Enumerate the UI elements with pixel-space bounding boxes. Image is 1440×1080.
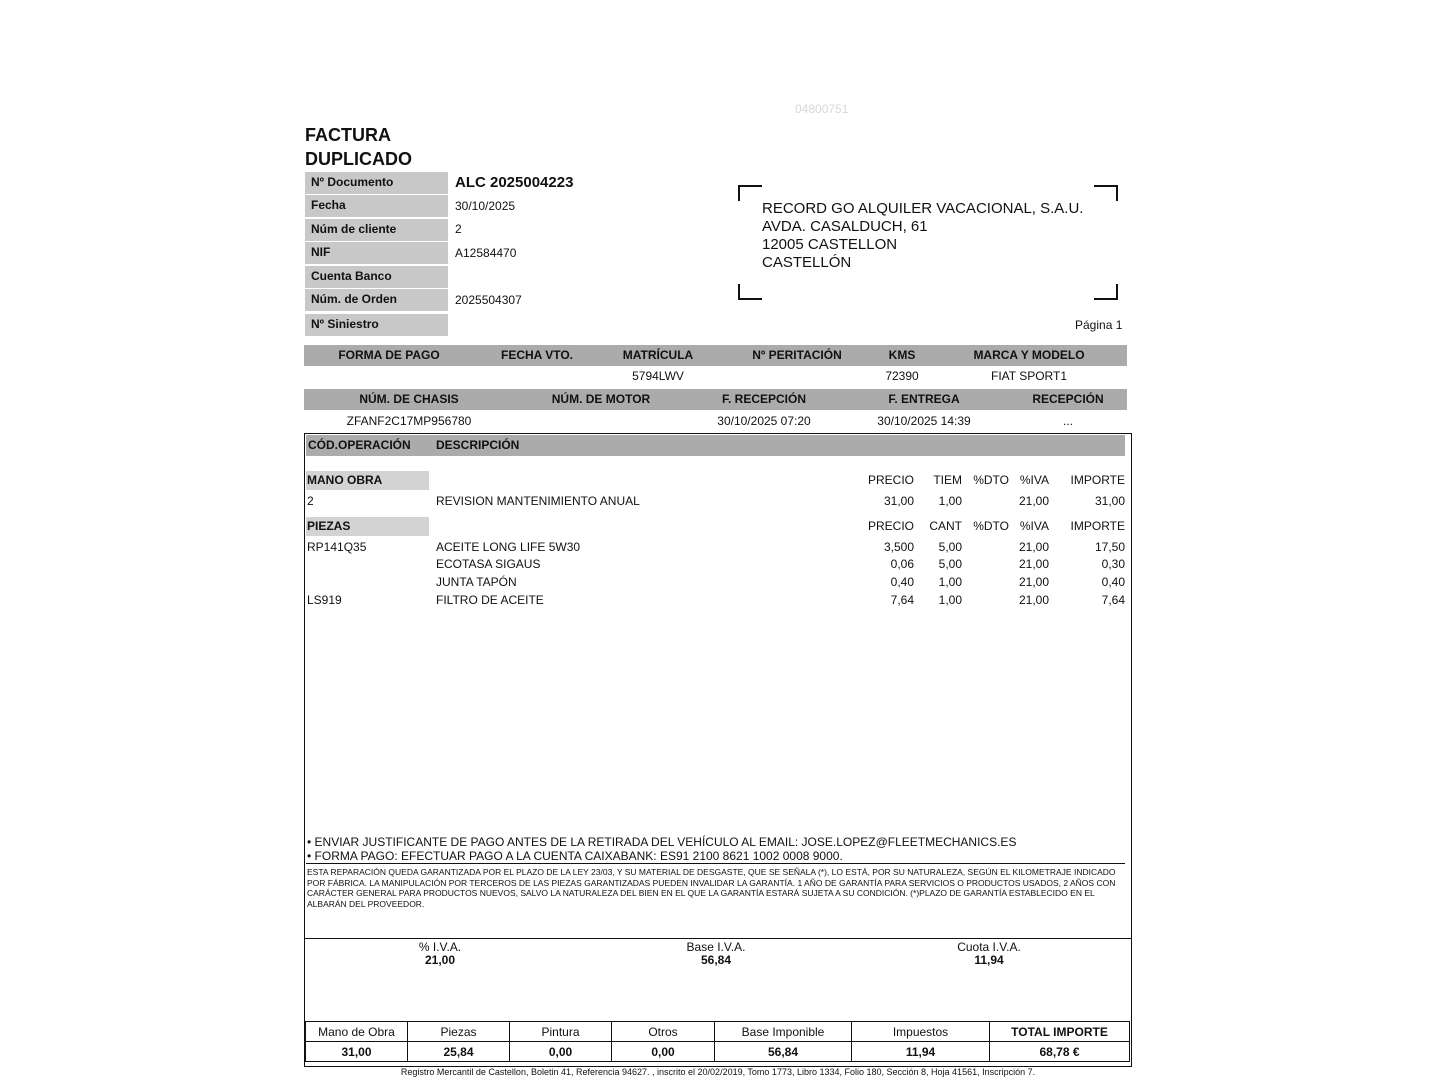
operations-header bbox=[306, 435, 1125, 456]
col-operation-code: CÓD.OPERACIÓN bbox=[308, 438, 411, 452]
registry-footer: Registro Mercantil de Castellon, Boletin 41, Referencia 94627. , inscrito el 20/02/2019, Tomo 1773, Libro 1334, Folio 180, Sección 8, Hoja 41561, Inscripción 7. bbox=[400, 1067, 1036, 1077]
vat-base-value: 56,84 bbox=[700, 953, 732, 967]
order-number-value: 2025504307 bbox=[455, 293, 522, 307]
labor-col-vat: %IVA bbox=[1019, 473, 1049, 487]
part-row-amount: 0,30 bbox=[1101, 557, 1125, 571]
total-value-taxes: 11,94 bbox=[852, 1042, 990, 1062]
labor-col-price: PRECIO bbox=[867, 473, 914, 487]
label-order-number: Núm. de Orden bbox=[305, 289, 448, 311]
vat-rate-label: % I.V.A. bbox=[418, 940, 462, 954]
client-address bbox=[762, 200, 1083, 272]
labor-row-time: 1,00 bbox=[938, 494, 962, 508]
vat-divider bbox=[304, 938, 1132, 939]
labor-col-time: TIEM bbox=[933, 473, 962, 487]
vehicle-detail-band bbox=[304, 389, 1127, 410]
duplicate-label: DUPLICADO bbox=[305, 149, 412, 169]
label-client-number: Núm de cliente bbox=[305, 219, 448, 241]
total-value-parts: 25,84 bbox=[408, 1042, 510, 1062]
part-row-price: 0,40 bbox=[890, 575, 914, 589]
part-row-amount: 7,64 bbox=[1101, 593, 1125, 607]
part-row-amount: 0,40 bbox=[1101, 575, 1125, 589]
labor-row-price: 31,00 bbox=[883, 494, 914, 508]
part-row-description: ECOTASA SIGAUS bbox=[436, 557, 541, 571]
labor-row-amount: 31,00 bbox=[1094, 494, 1125, 508]
labor-row-description: REVISION MANTENIMIENTO ANUAL bbox=[436, 494, 640, 508]
total-label-labor: Mano de Obra bbox=[306, 1022, 408, 1042]
col-due-date: FECHA VTO. bbox=[500, 348, 573, 362]
address-line: AVDA. CASALDUCH, 61 bbox=[762, 218, 928, 235]
part-row-description: JUNTA TAPÓN bbox=[436, 575, 517, 589]
part-row-description: FILTRO DE ACEITE bbox=[436, 593, 544, 607]
total-value-others: 0,00 bbox=[612, 1042, 715, 1062]
warranty-text: ESTA REPARACIÓN QUEDA GARANTIZADA POR EL PLAZO DE LA LEY 23/03, Y SU MATERIAL DE DESGASTE, QUE SE SEÑALA (*), LO ESTÁ, POR SU NATURALEZA, SEGÚN EL KILOMETRAJE INDICADO POR FÁBRICA. LA MANIPULACIÓN POR TERCEROS DE LAS PIEZAS GARANTIZADAS PUEDEN INVALIDAR LA GARANTÍA. 1 AÑO DE GARANTÍA PARA SERVICIOS O PRODUCTOS USADOS, 2 AÑOS CON CARÁCTER GENERAL PARA PRODUCTOS NUEVOS, SALVO LA NATURALEZA DEL BIEN EN EL QUE LA GARANTÍA ESTARÁ SUJETA A SU CONDICIÓN. (*)PLAZO DE GARANTÍA ESTABLECIDO EN EL ALBARÁN DEL PROVEEDOR. bbox=[307, 867, 1116, 909]
total-value-labor: 31,00 bbox=[306, 1042, 408, 1062]
nif-value: A12584470 bbox=[455, 246, 517, 260]
part-row-vat: 21,00 bbox=[1018, 575, 1049, 589]
labor-col-amount: IMPORTE bbox=[1070, 473, 1125, 487]
payment-method-note: • FORMA PAGO: EFECTUAR PAGO A LA CUENTA CAIXABANK: ES91 2100 8621 1002 0008 9000. bbox=[307, 849, 843, 863]
vat-rate-value: 21,00 bbox=[424, 953, 456, 967]
client-number-value: 2 bbox=[455, 222, 462, 236]
payment-proof-note: • ENVIAR JUSTIFICANTE DE PAGO ANTES DE LA RETIRADA DEL VEHÍCULO AL EMAIL: JOSE.LOPEZ@FLEETMECHANICS.ES bbox=[307, 835, 1017, 849]
label-date: Fecha bbox=[305, 195, 448, 217]
parts-col-vat: %IVA bbox=[1019, 519, 1049, 533]
col-appraisal: Nº PERITACIÓN bbox=[752, 348, 842, 362]
col-reception-date: F. RECEPCIÓN bbox=[721, 392, 806, 406]
parts-col-discount: %DTO bbox=[973, 519, 1009, 533]
address-corner-bottom-left bbox=[738, 284, 762, 300]
vat-amount-label: Cuota I.V.A. bbox=[957, 940, 1021, 954]
parts-section-title: PIEZAS bbox=[307, 519, 351, 533]
label-claim-number: Nº Siniestro bbox=[305, 314, 448, 336]
total-label-taxable-base: Base Imponible bbox=[715, 1022, 852, 1042]
part-row-quantity: 5,00 bbox=[938, 540, 962, 554]
part-row-vat: 21,00 bbox=[1018, 593, 1049, 607]
address-line: RECORD GO ALQUILER VACACIONAL, S.A.U. bbox=[762, 200, 1084, 217]
address-corner-top-right bbox=[1094, 185, 1118, 201]
delivery-date-value: 30/10/2025 14:39 bbox=[877, 414, 971, 428]
col-chassis: NÚM. DE CHASIS bbox=[359, 392, 459, 406]
col-kms: KMS bbox=[888, 348, 916, 362]
part-row-price: 7,64 bbox=[890, 593, 914, 607]
reception-value: ... bbox=[1062, 414, 1073, 428]
parts-col-amount: IMPORTE bbox=[1070, 519, 1125, 533]
total-label-grand-total: TOTAL IMPORTE bbox=[990, 1022, 1130, 1042]
address-corner-bottom-right bbox=[1094, 284, 1118, 300]
col-description: DESCRIPCIÓN bbox=[436, 438, 520, 452]
chassis-value: ZFANF2C17MP956780 bbox=[346, 414, 472, 428]
part-row-price: 3,500 bbox=[883, 540, 914, 554]
part-row-vat: 21,00 bbox=[1018, 557, 1049, 571]
invoice-title: FACTURA bbox=[305, 125, 391, 145]
vat-amount-value: 11,94 bbox=[974, 953, 1004, 967]
col-engine: NÚM. DE MOTOR bbox=[551, 392, 651, 406]
total-label-paint: Pintura bbox=[510, 1022, 612, 1042]
address-line: CASTELLÓN bbox=[762, 254, 852, 271]
address-corner-top-left bbox=[738, 185, 762, 201]
col-plate: MATRÍCULA bbox=[622, 348, 694, 362]
part-row-code: RP141Q35 bbox=[307, 540, 367, 554]
part-row-quantity: 1,00 bbox=[938, 575, 962, 589]
part-row-code: LS919 bbox=[307, 593, 342, 607]
label-document-number: Nº Documento bbox=[305, 172, 448, 194]
address-line: 12005 CASTELLON bbox=[762, 236, 898, 253]
total-label-others: Otros bbox=[612, 1022, 715, 1042]
part-row-quantity: 5,00 bbox=[938, 557, 962, 571]
part-row-amount: 17,50 bbox=[1094, 540, 1125, 554]
labor-col-discount: %DTO bbox=[973, 473, 1009, 487]
vat-base-label: Base I.V.A. bbox=[686, 940, 746, 954]
total-value-paint: 0,00 bbox=[510, 1042, 612, 1062]
faint-reference-number: 04800751 bbox=[795, 102, 849, 116]
labor-row-vat: 21,00 bbox=[1018, 494, 1049, 508]
notes-divider bbox=[306, 863, 1125, 864]
totals-table bbox=[305, 1021, 1130, 1062]
total-label-parts: Piezas bbox=[408, 1022, 510, 1042]
col-reception: RECEPCIÓN bbox=[1032, 392, 1104, 406]
part-row-quantity: 1,00 bbox=[938, 593, 962, 607]
part-row-price: 0,06 bbox=[890, 557, 914, 571]
vehicle-header-band bbox=[304, 345, 1127, 366]
total-value-taxable-base: 56,84 bbox=[715, 1042, 852, 1062]
label-bank-account: Cuenta Banco bbox=[305, 266, 448, 288]
document-number: ALC 2025004223 bbox=[455, 174, 574, 191]
date-value: 30/10/2025 bbox=[455, 199, 516, 213]
total-value-grand-total: 68,78 € bbox=[990, 1042, 1130, 1062]
labor-section-title: MANO OBRA bbox=[307, 473, 383, 487]
part-row-vat: 21,00 bbox=[1018, 540, 1049, 554]
page-number: Página 1 bbox=[1075, 318, 1123, 332]
col-delivery-date: F. ENTREGA bbox=[888, 392, 960, 406]
parts-col-price: PRECIO bbox=[867, 519, 914, 533]
make-model-value: FIAT SPORT1 bbox=[990, 369, 1068, 383]
plate-value: 5794LWV bbox=[632, 369, 684, 383]
label-nif: NIF bbox=[305, 242, 448, 264]
col-payment-method: FORMA DE PAGO bbox=[338, 348, 440, 362]
part-row-description: ACEITE LONG LIFE 5W30 bbox=[436, 540, 581, 554]
reception-date-value: 30/10/2025 07:20 bbox=[717, 414, 811, 428]
labor-row-code: 2 bbox=[307, 494, 314, 508]
total-label-taxes: Impuestos bbox=[852, 1022, 990, 1042]
kms-value: 72390 bbox=[885, 369, 919, 383]
parts-col-quantity: CANT bbox=[929, 519, 962, 533]
col-make-model: MARCA Y MODELO bbox=[973, 348, 1085, 362]
